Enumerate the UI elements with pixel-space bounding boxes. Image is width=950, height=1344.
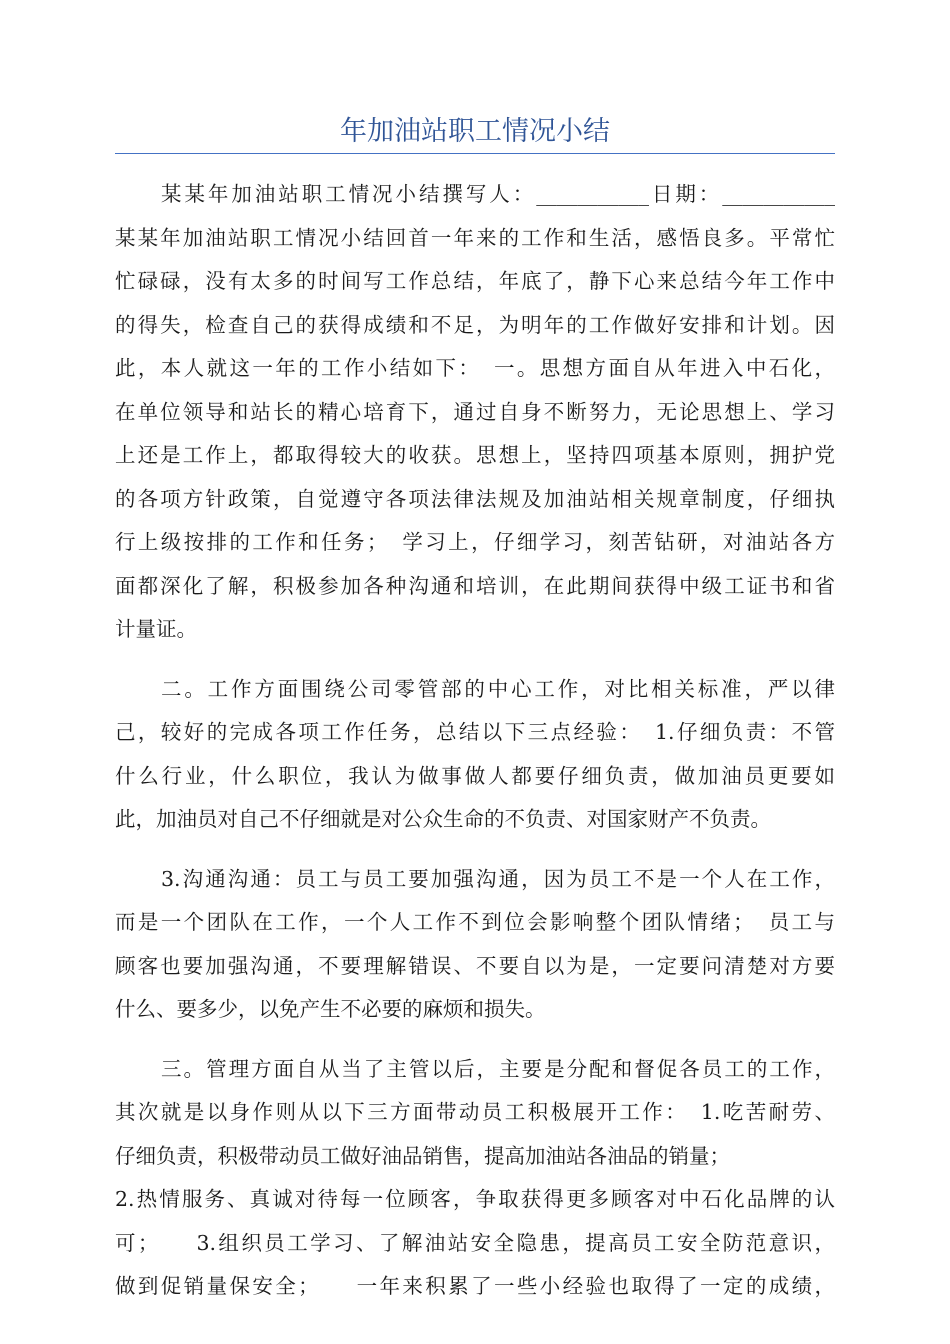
paragraph-spacer bbox=[115, 1032, 835, 1048]
text-line: 什么行业，什么职位，我认为做事做人都要仔细负责，做加油员更要如 bbox=[115, 763, 835, 788]
paragraph-4 bbox=[115, 1048, 835, 1309]
text-line: 可； 3.组织员工学习、了解油站安全隐患，提高员工安全防范意识， bbox=[115, 1230, 835, 1255]
text-line: 其次就是以身作则从以下三方面带动员工积极展开工作： 1.吃苦耐劳、 bbox=[115, 1100, 835, 1124]
text-line: 什么、要多少，以免产生不必要的麻烦和损失。 bbox=[115, 997, 546, 1021]
text-line: 此，加油员对自己不仔细就是对公众生命的不负责、对国家财产不负责。 bbox=[115, 807, 771, 831]
text-line: 行上级按排的工作和任务； 学习上，仔细学习，刻苦钻研，对油站各方 bbox=[115, 530, 835, 554]
text-line: 而是一个团队在工作，一个人工作不到位会影响整个团队情绪； 员工与 bbox=[115, 910, 835, 934]
text-line: 顾客也要加强沟通，不要理解错误、不要自以为是，一定要问清楚对方要 bbox=[115, 953, 835, 978]
text-line: 计量证。 bbox=[115, 617, 197, 641]
document-title: 年加油站职工情况小结 bbox=[340, 116, 610, 147]
text-line: 己，较好的完成各项工作任务，总结以下三点经验： 1.仔细负责：不管 bbox=[115, 720, 835, 744]
text-line: 忙碌碌，没有太多的时间写工作总结，年底了，静下心来总结今年工作中 bbox=[115, 269, 835, 293]
text-line: 做到促销量保安全； 一年来积累了一些小经验也取得了一定的成绩， bbox=[115, 1274, 835, 1298]
text-line: 的各项方针政策，自觉遵守各项法律法规及加油站相关规章制度，仔细执 bbox=[115, 486, 835, 511]
paragraph-2 bbox=[115, 668, 835, 842]
text-line: 仔细负责，积极带动员工做好油品销售，提高加油站各油品的销量； bbox=[115, 1143, 730, 1168]
paragraph-spacer bbox=[115, 842, 835, 858]
title-underline bbox=[115, 153, 835, 154]
text-line: 在单位领导和站长的精心培育下，通过自身不断努力，无论思想上、学习 bbox=[115, 399, 835, 424]
text-line: 3.沟通沟通：员工与员工要加强沟通，因为员工不是一个人在工作， bbox=[161, 866, 835, 891]
text-line: 某某年加油站职工情况小结回首一年来的工作和生活，感悟良多。平常忙 bbox=[115, 225, 835, 250]
paragraph-1 bbox=[115, 173, 835, 652]
text-line: 2.热情服务、真诚对待每一位顾客，争取获得更多顾客对中石化品牌的认 bbox=[115, 1187, 835, 1211]
text-line: 三。管理方面自从当了主管以后，主要是分配和督促各员工的工作， bbox=[161, 1056, 835, 1081]
document-body bbox=[115, 173, 835, 1309]
text-line: 面都深化了解，积极参加各种沟通和培训，在此期间获得中级工证书和省 bbox=[115, 573, 835, 598]
text-line: 某某年加油站职工情况小结撰写人：___________日期：___________ bbox=[161, 182, 835, 206]
paragraph-3 bbox=[115, 858, 835, 1032]
text-line: 此，本人就这一年的工作小结如下： 一。思想方面自从年进入中石化， bbox=[115, 356, 835, 380]
text-line: 二。工作方面围绕公司零管部的中心工作，对比相关标准，严以律 bbox=[161, 676, 835, 701]
text-line: 上还是工作上，都取得较大的收获。思想上，坚持四项基本原则，拥护党 bbox=[115, 443, 835, 467]
paragraph-spacer bbox=[115, 652, 835, 668]
text-line: 的得失，检查自己的获得成绩和不足，为明年的工作做好安排和计划。因 bbox=[115, 312, 835, 337]
